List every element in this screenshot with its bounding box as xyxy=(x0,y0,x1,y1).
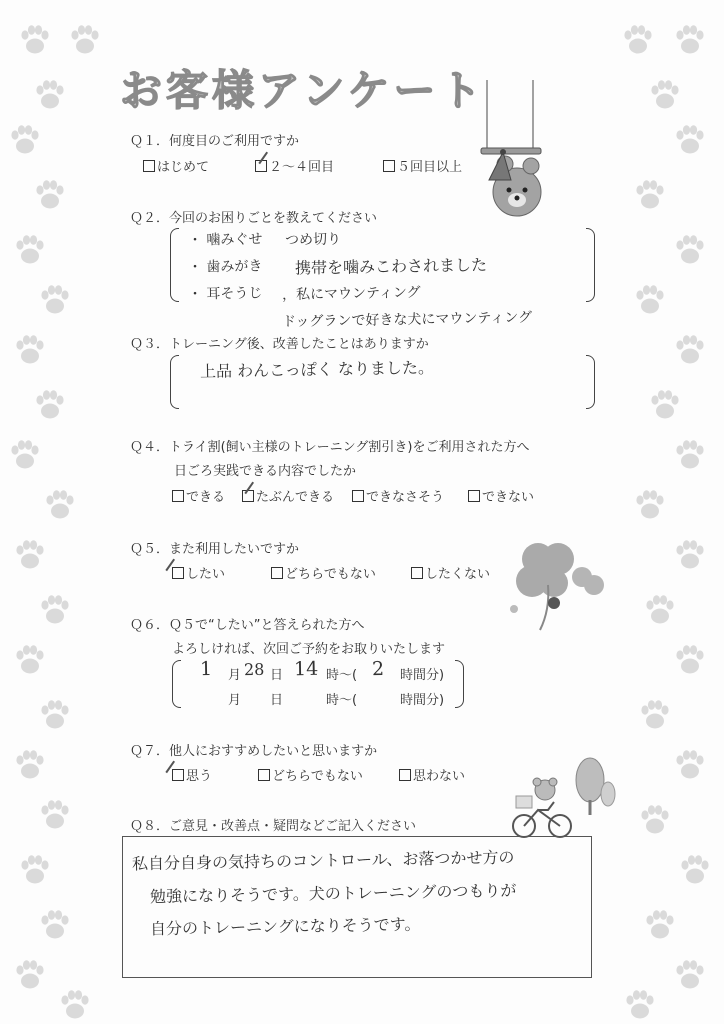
q6-hour-label-2: 時～( xyxy=(326,693,358,708)
q7-option-no[interactable]: 思わない xyxy=(399,765,465,784)
page-title: お客様アンケート xyxy=(120,66,486,115)
checkbox[interactable] xyxy=(172,567,184,579)
q8-question: Ｑ８．ご意見・改善点・疑問などご記入ください xyxy=(130,819,417,834)
q7-option-neutral[interactable]: どちらでもない xyxy=(258,765,363,784)
q6-hour-value: 14 xyxy=(293,657,319,681)
q7-option-yes[interactable]: 思う xyxy=(172,765,212,784)
q6-month-label-2: 月 xyxy=(228,693,242,708)
checkbox[interactable] xyxy=(352,490,364,502)
q5-option-no[interactable]: したくない xyxy=(411,563,490,582)
q3-question: Ｑ３．トレーニング後、改善したことはありますか xyxy=(130,337,429,352)
q4-option-can[interactable]: できる xyxy=(172,486,225,505)
q6-duration-label-2: 時間分) xyxy=(400,693,445,708)
answer-bracket-left xyxy=(172,660,181,708)
q6-hour-label: 時～( xyxy=(326,668,358,683)
checkbox[interactable] xyxy=(258,769,270,781)
q2-extra: ドッグランで好きな犬にマウンティング xyxy=(281,309,533,331)
answer-bracket-left xyxy=(170,228,179,302)
q8-line-2: 勉強になりそうです。犬のトレーニングのつもりが xyxy=(149,880,517,907)
checkbox[interactable] xyxy=(468,490,480,502)
answer-bracket-right xyxy=(586,228,595,302)
checkbox[interactable] xyxy=(172,490,184,502)
q6-day-label-2: 日 xyxy=(270,693,284,708)
q4-option-cannot[interactable]: できない xyxy=(468,486,534,505)
q2-item-1: ・ 噛みぐせ xyxy=(187,231,263,249)
q4-question: Ｑ４．トライ割(飼い主様のトレーニング割引き)をご利用された方へ xyxy=(130,440,530,455)
q1-option-2-4[interactable]: ２～４回目 xyxy=(255,156,334,175)
q2-item-2: ・ 歯みがき xyxy=(187,258,263,276)
q4-option-unlikely[interactable]: できなさそう xyxy=(352,486,444,505)
q2-question: Ｑ２．今回のお困りごとを教えてください xyxy=(130,211,378,226)
checkbox[interactable] xyxy=(143,160,155,172)
q1-option-5plus[interactable]: ５回目以上 xyxy=(383,156,462,175)
answer-bracket-left xyxy=(170,355,179,409)
q6-month-label: 月 xyxy=(228,668,242,683)
q2-detail-1: つめ切り xyxy=(284,231,342,249)
q6-sub: よろしければ、次回ご予約をお取りいたします xyxy=(172,642,446,657)
q1-option-first[interactable]: はじめて xyxy=(143,156,209,175)
q6-month-value: 1 xyxy=(199,657,213,681)
q2-detail-2: 携帯を噛みこわされました xyxy=(294,255,488,278)
q4-sub: 日ごろ実践できる内容でしたか xyxy=(174,464,357,479)
q8-line-1: 私自分自身の気持ちのコントロール、お落つかせ方の xyxy=(131,847,515,874)
q6-question: Ｑ６．Ｑ５で“したい”と答えられた方へ xyxy=(130,618,365,633)
checkbox[interactable] xyxy=(271,567,283,579)
q5-question: Ｑ５．また利用したいですか xyxy=(130,542,300,557)
bear-swing-illustration xyxy=(475,80,555,230)
q5-option-yes[interactable]: したい xyxy=(172,563,225,582)
answer-bracket-right xyxy=(455,660,464,708)
answer-bracket-right xyxy=(586,355,595,409)
checkbox[interactable] xyxy=(399,769,411,781)
q1-question: Ｑ１．何度目のご利用ですか xyxy=(130,134,300,149)
bear-bicycle-illustration xyxy=(490,750,620,840)
q6-duration-value: 2 xyxy=(371,657,385,681)
clover-illustration xyxy=(510,535,610,635)
q4-option-maybe[interactable]: たぶんできる xyxy=(242,486,334,505)
q6-day-label: 日 xyxy=(270,668,284,683)
q6-day-value: 28 xyxy=(243,659,265,680)
q2-item-3: ・ 耳そうじ xyxy=(187,285,263,303)
q6-duration-label: 時間分) xyxy=(400,668,445,683)
q2-detail-3: ，私にマウンティング xyxy=(281,284,421,304)
checkbox[interactable] xyxy=(172,769,184,781)
q5-option-neutral[interactable]: どちらでもない xyxy=(271,563,376,582)
checkbox[interactable] xyxy=(383,160,395,172)
q8-line-3: 自分のトレーニングになりそうです。 xyxy=(149,914,421,939)
checkbox[interactable] xyxy=(411,567,423,579)
q7-question: Ｑ７．他人におすすめしたいと思いますか xyxy=(130,744,378,759)
q3-answer: 上品 わんこっぽく なりました。 xyxy=(199,357,435,382)
